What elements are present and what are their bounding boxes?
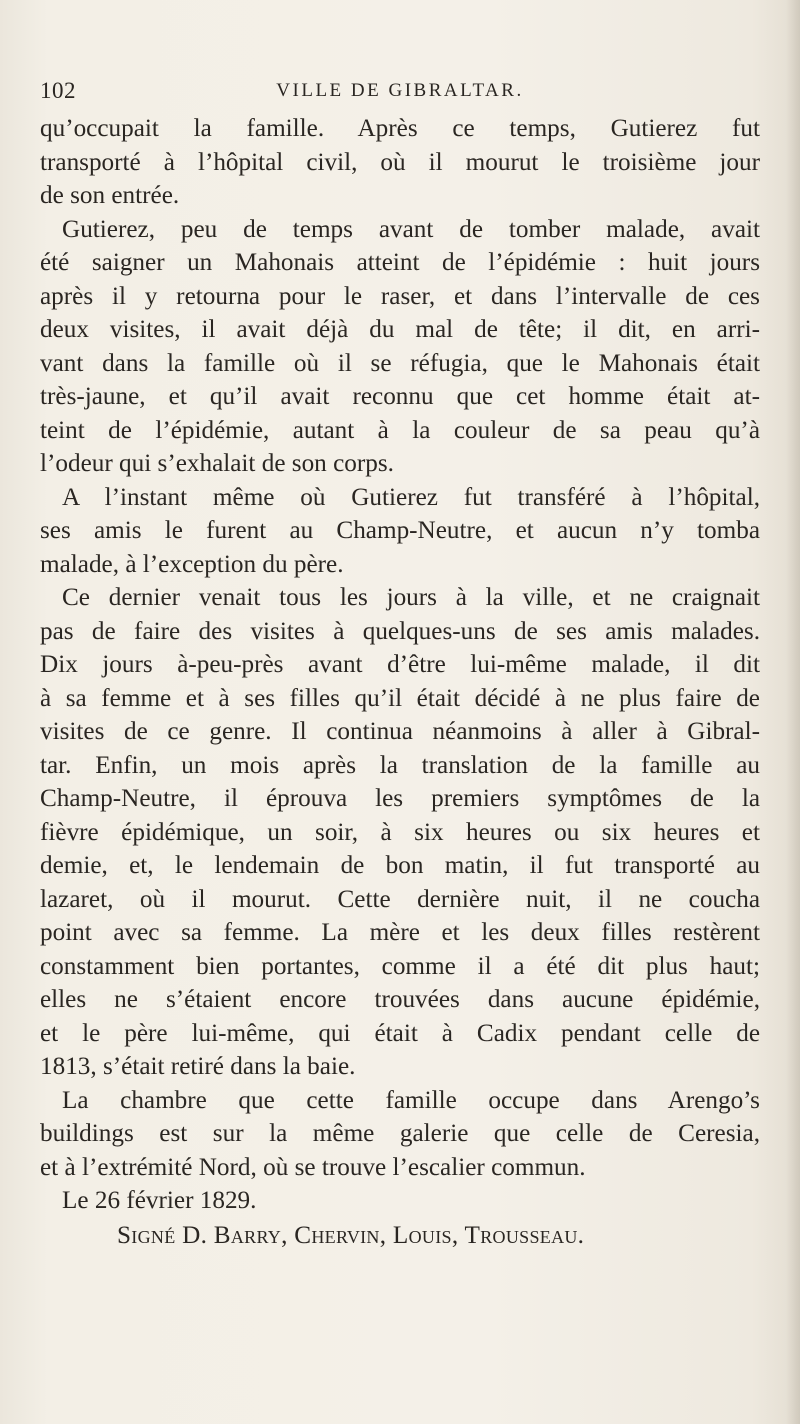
paragraph	[40, 213, 760, 481]
text-line: malade, à l’exception du père.	[40, 550, 344, 578]
page-number: 102	[40, 78, 76, 103]
text-line: lazaret, où il mourut. Cette dernière nuit, il ne coucha	[40, 885, 760, 913]
text-line: pas de faire des visites à quelques-uns de ses amis malades.	[40, 617, 760, 645]
signature-date: Le 26 février 1829.	[62, 1187, 257, 1214]
text-line: demie, et, le lendemain de bon matin, il fut transporté au	[40, 852, 760, 879]
text-line: à sa femme et à ses filles qu’il était décidé à ne plus faire de	[40, 684, 760, 712]
text-line: point avec sa femme. La mère et les deux filles restèrent	[40, 919, 760, 946]
text-line: transporté à l’hôpital civil, où il mourut le troisième jour	[40, 148, 760, 176]
text-line: après il y retourna pour le raser, et dans l’intervalle de ces	[40, 282, 760, 310]
text-line: de son entrée.	[40, 182, 180, 209]
text-line: Gutierez, peu de temps avant de tomber malade, avait	[62, 215, 760, 243]
text-line: visites de ce genre. Il continua néanmoins à aller à Gibral-	[40, 718, 760, 745]
paragraph	[40, 112, 760, 213]
text-line: Champ-Neutre, il éprouva les premiers symptômes de la	[40, 785, 760, 812]
text-line: deux visites, il avait déjà du mal de tête; il dit, en arri-	[40, 316, 760, 343]
text-line: et à l’extrémité Nord, où se trouve l’escalier commun.	[40, 1153, 586, 1181]
signature-names: Signé D. Barry, Chervin, Louis, Trousseau.	[117, 1221, 585, 1249]
text-line: teint de l’épidémie, autant à la couleur de sa peau qu’à	[40, 416, 760, 444]
paragraph	[40, 1084, 760, 1185]
text-line: La chambre que cette famille occupe dans Arengo’s	[62, 1086, 760, 1114]
paragraph	[40, 481, 760, 582]
text-line: très-jaune, et qu’il avait reconnu que cet homme était at-	[40, 383, 760, 410]
text-line: été saigner un Mahonais atteint de l’épidémie : huit jours	[40, 249, 760, 276]
text-line: l’odeur qui s’exhalait de son corps.	[40, 450, 394, 477]
text-line: constamment bien portantes, comme il a été dit plus haut;	[40, 952, 760, 980]
page-header	[40, 78, 760, 108]
text-line: tar. Enfin, un mois après la translation de la famille au	[40, 751, 760, 779]
text-line: Ce dernier venait tous les jours à la ville, et ne craignait	[62, 584, 760, 611]
text-line: elles ne s’étaient encore trouvées dans aucune épidémie,	[40, 986, 760, 1013]
text-line: fièvre épidémique, un soir, à six heures ou six heures et	[40, 818, 760, 846]
page-edge-shadow	[786, 0, 800, 1424]
text-line: ses amis le furent au Champ-Neutre, et aucun n’y tomba	[40, 517, 760, 544]
text-line: 1813, s’était retiré dans la baie.	[40, 1053, 356, 1080]
text-line: vant dans la famille où il se réfugia, que le Mahonais était	[40, 349, 760, 377]
text-line: Dix jours à-peu-près avant d’être lui-même malade, il dit	[40, 651, 760, 678]
paragraph	[40, 581, 760, 1084]
text-line: qu’occupait la famille. Après ce temps, Gutierez fut	[40, 115, 760, 142]
text-line: buildings est sur la même galerie que celle de Ceresia,	[40, 1120, 760, 1147]
body-text	[40, 112, 760, 1254]
text-line: A l’instant même où Gutierez fut transféré à l’hôpital,	[62, 483, 760, 511]
signature-block	[40, 1184, 760, 1254]
running-head: VILLE DE GIBRALTAR.	[276, 80, 524, 101]
text-line: et le père lui-même, qui était à Cadix pendant celle de	[40, 1019, 760, 1047]
